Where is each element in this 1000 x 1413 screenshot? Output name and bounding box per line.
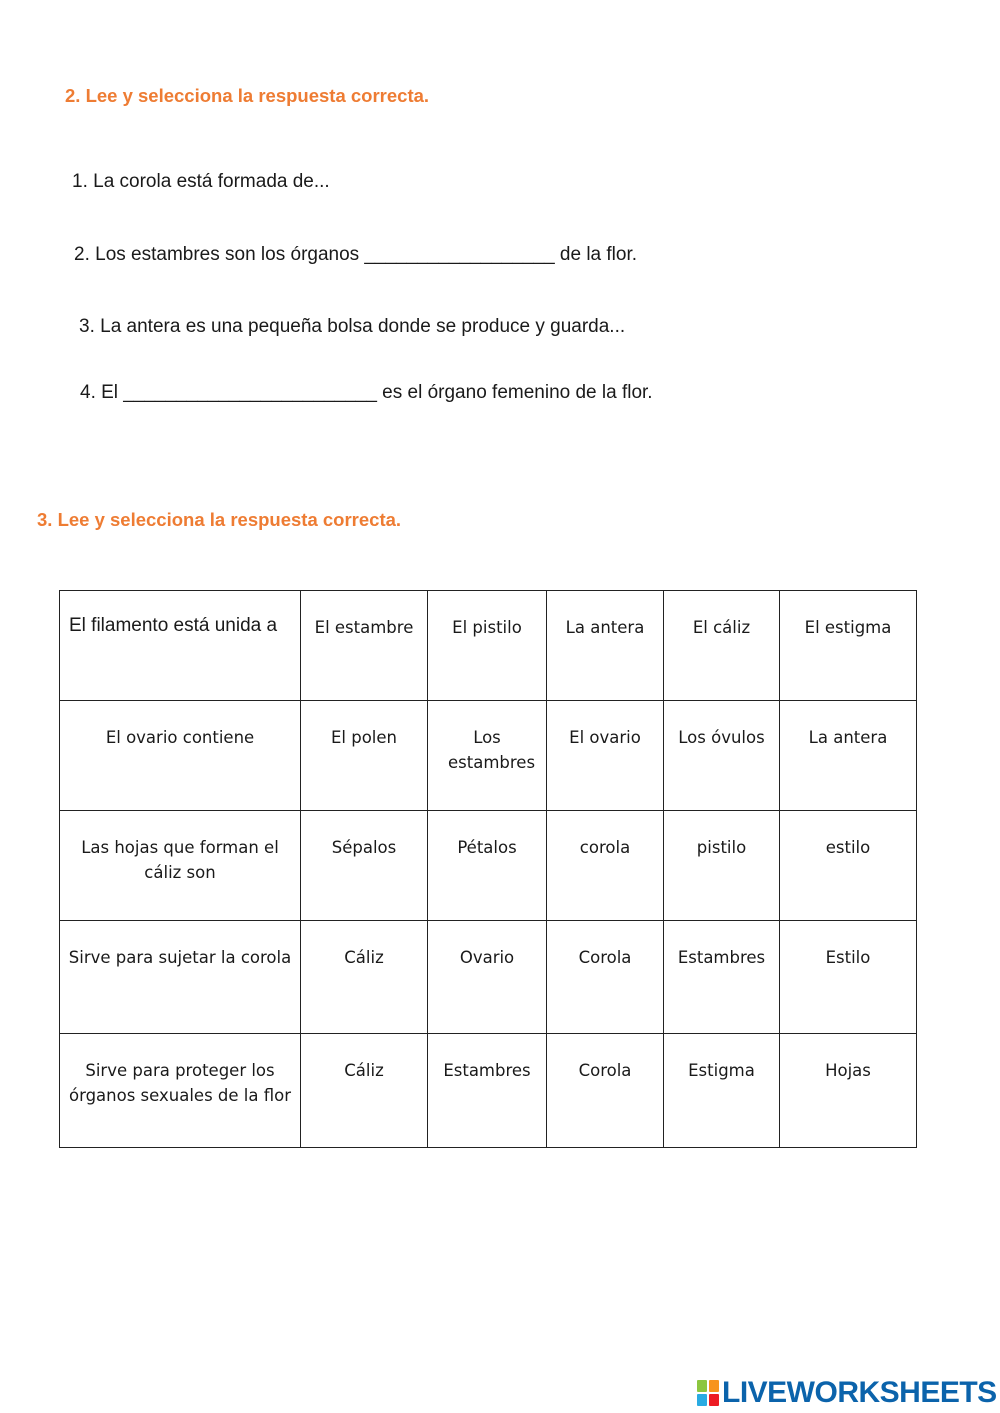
answer-option[interactable]: El ovario — [547, 701, 664, 811]
answer-option[interactable]: corola — [547, 811, 664, 921]
answer-option[interactable]: Corola — [547, 921, 664, 1034]
row-prompt: El ovario contiene — [60, 701, 301, 811]
answer-option[interactable]: Pétalos — [428, 811, 547, 921]
table-row — [60, 591, 917, 701]
answer-option[interactable]: Los óvulos — [664, 701, 780, 811]
answer-option[interactable]: La antera — [780, 701, 917, 811]
answer-option[interactable]: Ovario — [428, 921, 547, 1034]
table-row — [60, 701, 917, 811]
answer-option[interactable]: Cáliz — [301, 921, 428, 1034]
answer-option[interactable]: Hojas — [780, 1034, 917, 1148]
liveworksheets-logo-icon — [697, 1380, 719, 1406]
answer-selection-table — [59, 590, 917, 1148]
section-2-heading: 2. Lee y selecciona la respuesta correcta. — [65, 85, 430, 106]
answer-option[interactable]: Estambres — [664, 921, 780, 1034]
answer-option[interactable]: Los estambres — [428, 701, 547, 811]
row-prompt: Sirve para proteger los órganos sexuales de la flor — [60, 1034, 301, 1148]
answer-option[interactable]: El polen — [301, 701, 428, 811]
answer-option[interactable]: El cáliz — [664, 591, 780, 701]
table-row — [60, 921, 917, 1034]
answer-option[interactable]: Estilo — [780, 921, 917, 1034]
brand-name: LIVEWORKSHEETS — [722, 1376, 997, 1409]
answer-option[interactable]: La antera — [547, 591, 664, 701]
question-4: 4. El ________________________ es el órgano femenino de la flor. — [80, 382, 653, 403]
answer-option[interactable]: El estambre — [301, 591, 428, 701]
question-3: 3. La antera es una pequeña bolsa donde se produce y guarda... — [79, 316, 626, 337]
table-row — [60, 1034, 917, 1148]
answer-option[interactable]: Corola — [547, 1034, 664, 1148]
answer-option[interactable]: El estigma — [780, 591, 917, 701]
question-2: 2. Los estambres son los órganos __________________ de la flor. — [74, 244, 638, 265]
answer-option[interactable]: pistilo — [664, 811, 780, 921]
table-row — [60, 811, 917, 921]
row-prompt: El filamento está unida a — [60, 591, 301, 701]
answer-option[interactable]: Cáliz — [301, 1034, 428, 1148]
liveworksheets-branding — [697, 1377, 997, 1409]
section-3-heading: 3. Lee y selecciona la respuesta correcta. — [37, 509, 402, 530]
answer-option[interactable]: Estigma — [664, 1034, 780, 1148]
answer-option[interactable]: estilo — [780, 811, 917, 921]
row-prompt: Sirve para sujetar la corola — [60, 921, 301, 1034]
answer-option[interactable]: El pistilo — [428, 591, 547, 701]
answer-option[interactable]: Estambres — [428, 1034, 547, 1148]
row-prompt: Las hojas que forman el cáliz son — [60, 811, 301, 921]
answer-option[interactable]: Sépalos — [301, 811, 428, 921]
question-1: 1. La corola está formada de... — [72, 171, 330, 192]
